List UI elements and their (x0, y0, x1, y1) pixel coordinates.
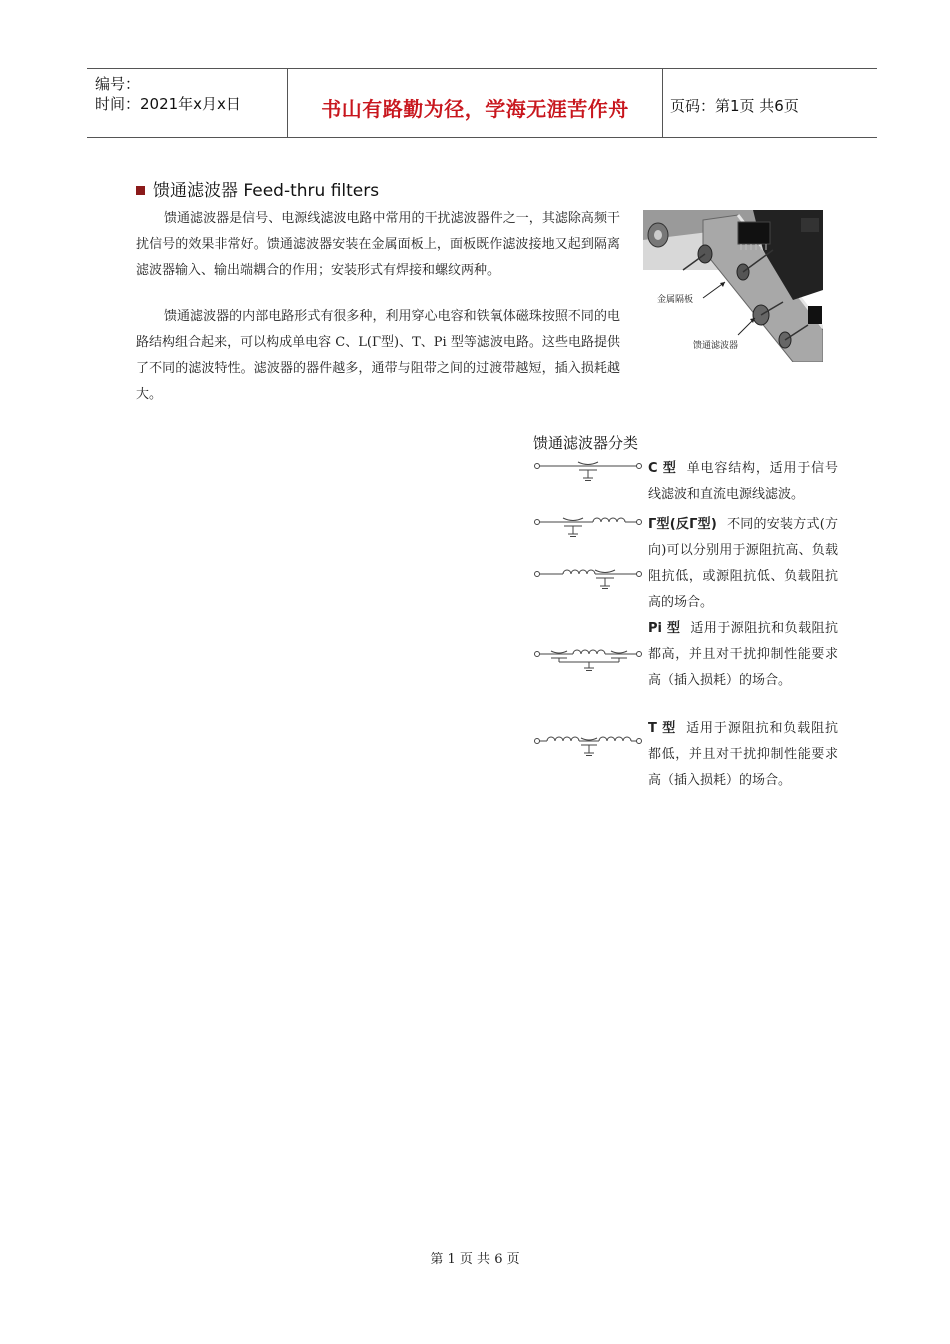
c-type-text: 单电容结构，适用于信号线滤波和直流电源线滤波。 (648, 461, 838, 502)
gamma-type-label: Γ型(反Γ型) (648, 517, 717, 532)
t-type-label: T 型 (648, 721, 677, 736)
section-title (136, 176, 379, 201)
photo-label-filter: 馈通滤波器 (693, 341, 739, 351)
square-bullet-icon (136, 186, 145, 195)
pi-type-description (648, 616, 838, 694)
pi-type-schematic (533, 646, 643, 672)
time-label: 时间：2021年x月x日 (95, 95, 241, 113)
header-info-cell (87, 69, 287, 137)
pi-type-text: 适用于源阻抗和负载阻抗都高，并且对干扰抑制性能要求高（插入损耗）的场合。 (648, 621, 838, 688)
header-motto-cell (287, 69, 663, 137)
t-type-schematic (533, 732, 643, 758)
section-title-text: 馈通滤波器 Feed-thru filters (153, 181, 380, 201)
pi-type-label: Pi 型 (648, 621, 681, 636)
page-info: 页码：第1页 共6页 (670, 97, 799, 115)
c-type-label: C 型 (648, 461, 677, 476)
motto: 书山有路勤为径，学海无涯苦作舟 (321, 97, 629, 121)
t-type-description (648, 716, 838, 794)
paragraph-1: 馈通滤波器是信号、电源线滤波电路中常用的干扰滤波器件之一，其滤除高频干扰信号的效果非常好。馈通滤波器安装在金属面板上，面板既作滤波接地又起到隔离滤波器输入、输出端耦合的作用；安装形式有焊接和螺纹两种。 (136, 211, 620, 278)
page-footer: 第 1 页 共 6 页 (430, 1252, 520, 1267)
gamma-type-schematic (533, 512, 643, 538)
paragraph-2: 馈通滤波器的内部电路形式有很多种，利用穿心电容和铁氧体磁珠按照不同的电路结构组合起来，可以构成单电容 C、L(Γ型)、T、Pi 型等滤波电路。这些电路提供了不同的滤波特性。滤波器的器件越多，通带与阻带之间的过渡带越短，插入损耗越大。 (136, 309, 620, 402)
t-type-text: 适用于源阻抗和负载阻抗都低，并且对干扰抑制性能要求高（插入损耗）的场合。 (648, 721, 838, 788)
photo-label-panel: 金属隔板 (657, 295, 694, 305)
feedthru-photo (643, 210, 823, 362)
gamma-type-description (648, 512, 838, 616)
reverse-gamma-type-schematic (533, 564, 643, 590)
number-label: 编号： (95, 75, 141, 93)
header-page-cell (662, 69, 877, 137)
c-type-schematic (533, 456, 643, 482)
classification-title: 馈通滤波器分类 (533, 434, 639, 452)
document-header (87, 68, 877, 138)
c-type-description (648, 456, 838, 508)
gamma-type-text: 不同的安装方式(方向)可以分别用于源阻抗高、负载阻抗低，或源阻抗低、负载阻抗高的场合。 (648, 517, 838, 610)
